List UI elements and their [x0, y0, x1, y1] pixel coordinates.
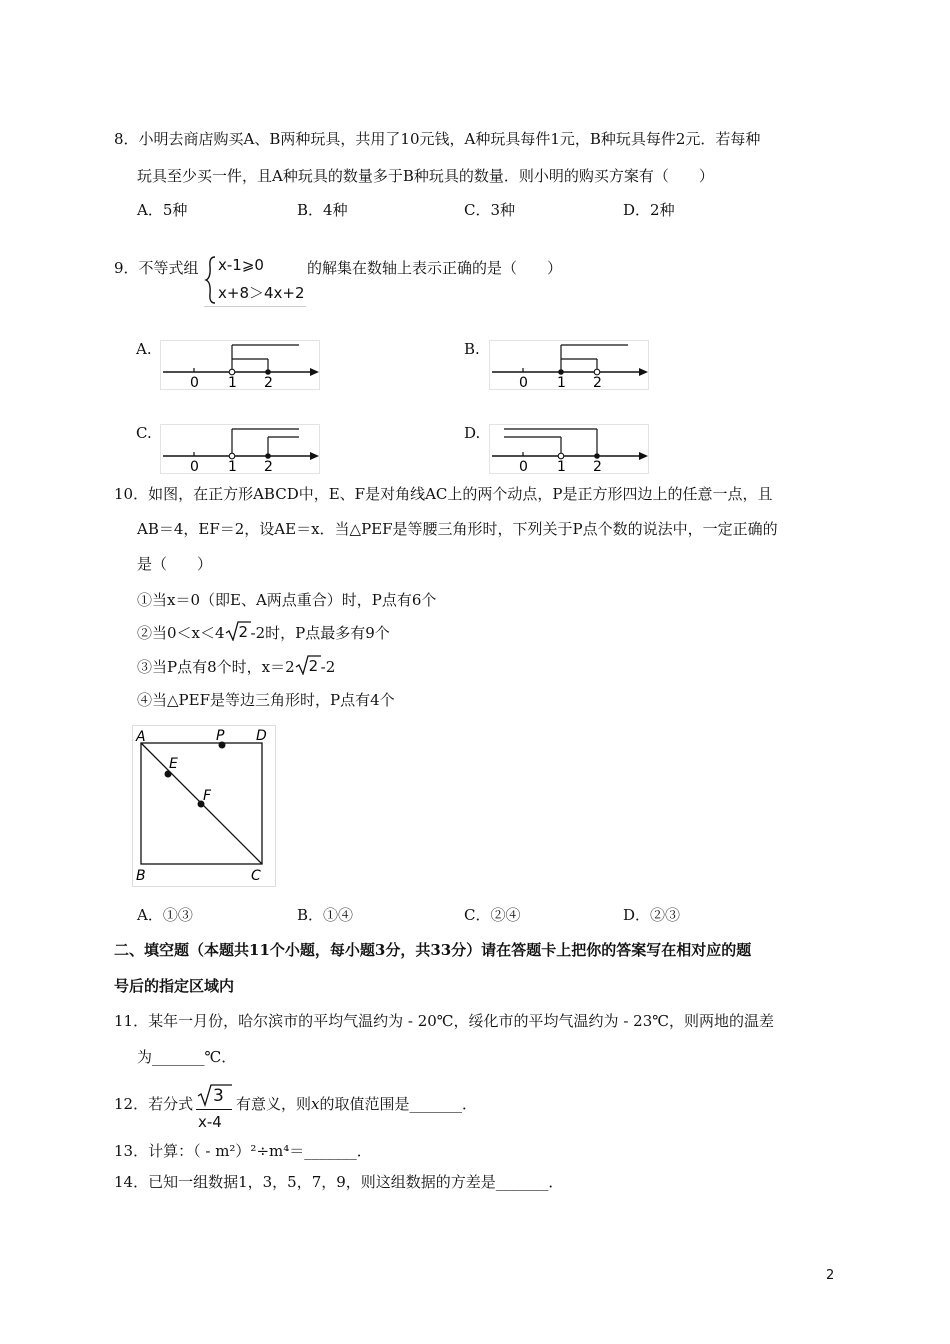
q12-denominator: x-4 [198, 1113, 222, 1131]
sqrt-icon [225, 623, 251, 641]
q9-option-label-c: C. [136, 424, 152, 442]
tick-label-1: 1 [557, 459, 566, 473]
number-line-d [489, 424, 649, 474]
q12-fraction [196, 1083, 234, 1135]
section2-heading-line1: 二、填空题（本题共11个小题，每小题3分，共33分）请在答题卡上把你的答案写在相对应的题 [114, 941, 752, 959]
q12-suffix-a: 有意义，则 [236, 1095, 312, 1113]
number-line-b-svg [490, 341, 648, 389]
tick-label-2: 2 [593, 459, 602, 473]
q11-line2-a: 为 [137, 1048, 153, 1066]
q14-text: 14．已知一组数据1，3，5，7，9，则这组数据的方差是 [114, 1173, 496, 1191]
q13-blank: _______ [304, 1142, 357, 1160]
page-number: 2 [826, 1268, 835, 1283]
q14-blank: _______ [495, 1173, 549, 1191]
q9-option-label-a: A. [136, 340, 152, 358]
q13-end: ． [356, 1142, 372, 1160]
number-line-a [160, 340, 320, 390]
q12-numerator: 3 [213, 1086, 224, 1106]
number-line-b [489, 340, 649, 390]
q10-statement-1: ①当x＝0（即E、A两点重合）时，P点有6个 [137, 591, 437, 609]
q8-option-c: C．3种 [464, 201, 516, 219]
number-line-c [160, 424, 320, 474]
q10-option-d: D．②③ [623, 906, 681, 924]
tick-label-0: 0 [519, 375, 528, 389]
q12-suffix [236, 1093, 477, 1114]
label-d: D [256, 728, 267, 744]
sqrt-arg: 2 [238, 623, 249, 641]
q10-option-c: C．②④ [464, 906, 521, 924]
tick-label-1: 1 [557, 375, 566, 389]
tick-label-0: 0 [519, 459, 528, 473]
label-c: C [251, 868, 261, 884]
q10-statement-4: ④当△PEF是等边三角形时，P点有4个 [137, 691, 395, 709]
q11-line2-b: ℃． [204, 1048, 237, 1066]
q10-line2: AB＝4，EF＝2，设AE＝x．当△PEF是等腰三角形时，下列关于P点个数的说法中，一定正确的 [137, 520, 778, 538]
q10-statement-3 [137, 656, 335, 677]
tick-label-0: 0 [190, 459, 199, 473]
label-f: F [203, 788, 212, 804]
q10-line1: 10．如图，在正方形ABCD中，E、F是对角线AC上的两个动点，P是正方形四边上的任意一点，且 [114, 485, 773, 503]
section2-heading-line2: 号后的指定区域内 [114, 977, 235, 995]
q10-option-a: A．①③ [137, 906, 193, 924]
q10-statement-2 [137, 622, 390, 643]
q11-blank: _______ [152, 1048, 205, 1066]
tick-label-2: 2 [264, 459, 273, 473]
label-b: B [136, 868, 146, 884]
q14-line [114, 1171, 563, 1192]
number-line-c-svg [161, 425, 319, 473]
q9-suffix: 的解集在数轴上表示正确的是（ ） [307, 259, 563, 277]
number-line-a-svg [161, 341, 319, 389]
q8-line1: 8．小明去商店购买A、B两种玩具，共用了10元钱，A种玩具每件1元，B种玩具每件2元．若每种 [114, 130, 761, 148]
q9-option-label-b: B. [464, 340, 480, 358]
label-p: P [216, 728, 225, 744]
q12-var: x [311, 1095, 320, 1113]
q9-inequality-1: x-1⩾0 [218, 256, 264, 274]
q8-line2: 玩具至少买一件，且A种玩具的数量多于B种玩具的数量．则小明的购买方案有（ ） [137, 167, 714, 185]
q10-statement-2-b: -2时，P点最多有9个 [250, 624, 390, 642]
number-line-d-svg [490, 425, 648, 473]
q8-option-a: A．5种 [137, 201, 188, 219]
label-e: E [169, 756, 178, 772]
tick-label-2: 2 [264, 375, 273, 389]
q10-statement-2-a: ②当0＜x＜4 [137, 624, 225, 642]
q13-line [114, 1140, 372, 1161]
sqrt-icon [295, 657, 321, 675]
q10-statement-3-b: -2 [320, 658, 336, 676]
q12-end: ． [462, 1095, 478, 1113]
q9-inequality-2: x+8＞4x+2 [218, 284, 305, 302]
tick-label-1: 1 [228, 459, 237, 473]
square-figure [132, 725, 276, 887]
fraction-bar [196, 1109, 232, 1110]
q10-option-b: B．①④ [297, 906, 354, 924]
q9-option-label-d: D. [464, 424, 481, 442]
label-a: A [136, 729, 146, 745]
square-figure-svg [133, 726, 275, 886]
tick-label-0: 0 [190, 375, 199, 389]
q14-end: ． [548, 1173, 564, 1191]
q11-line1: 11．某年一月份，哈尔滨市的平均气温约为 - 20℃，绥化市的平均气温约为 - 23℃，则两地的温差 [114, 1012, 775, 1030]
q9-prefix: 9．不等式组 [114, 259, 199, 277]
q12-suffix-b: 的取值范围是 [319, 1095, 410, 1113]
q12-blank: _______ [409, 1095, 462, 1113]
q13-text: 13．计算：（ - m²）²÷m⁴＝ [114, 1142, 305, 1160]
q11-line2 [137, 1046, 236, 1067]
q8-option-d: D．2种 [623, 201, 675, 219]
brace-icon [204, 254, 218, 306]
q9-inequality-system [204, 254, 306, 307]
sqrt-arg: 2 [308, 657, 319, 675]
q10-statement-3-a: ③当P点有8个时，x＝2 [137, 658, 295, 676]
q12-prefix: 12．若分式 [114, 1095, 194, 1113]
tick-label-1: 1 [228, 375, 237, 389]
q10-line3: 是（ ） [137, 555, 213, 573]
tick-label-2: 2 [593, 375, 602, 389]
q8-option-b: B．4种 [297, 201, 348, 219]
